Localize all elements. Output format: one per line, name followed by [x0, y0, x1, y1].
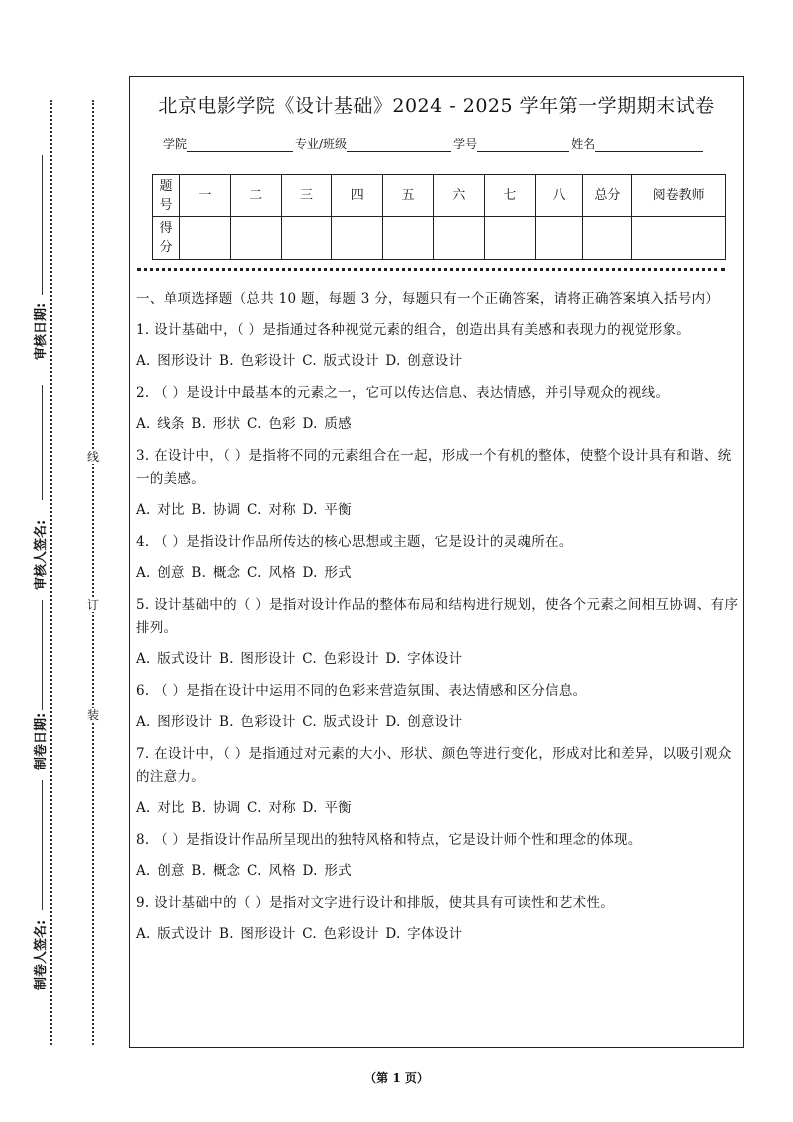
score-header-cell: 阅卷教师 [632, 175, 726, 217]
college-label: 学院 [163, 137, 188, 151]
score-header-cell: 二 [230, 175, 281, 217]
score-cell[interactable] [434, 217, 485, 260]
score-header-cell: 八 [535, 175, 583, 217]
question-options: A. 图形设计 B. 色彩设计 C. 版式设计 D. 创意设计 [136, 714, 463, 730]
score-cell[interactable] [484, 217, 535, 260]
score-header-cell: 四 [332, 175, 383, 217]
score-header-row [153, 175, 726, 217]
score-cell[interactable] [383, 217, 434, 260]
major-field[interactable] [347, 139, 451, 152]
major-label: 专业/班级 [295, 137, 348, 151]
question-stem: 5. 设计基础中的（ ）是指对设计作品的整体布局和结构进行规划，使各个元素之间相互协调、有序排列。 [136, 597, 739, 636]
score-cell[interactable] [230, 217, 281, 260]
review-date-blank [42, 155, 43, 295]
score-header-cell: 题号 [153, 175, 180, 217]
inner-dotted-border [92, 100, 104, 1045]
name-label: 姓名 [571, 137, 596, 151]
score-header-cell: 七 [484, 175, 535, 217]
student-id-field[interactable] [477, 139, 569, 152]
page-number: （第 1 页） [364, 1071, 429, 1085]
score-table [152, 174, 726, 260]
score-value-row [153, 217, 726, 260]
name-field[interactable] [595, 139, 703, 152]
college-field[interactable] [187, 139, 293, 152]
maker-sign-label: 制卷人签名: [34, 919, 49, 990]
question-stem: 2. （ ）是设计中最基本的元素之一，它可以传达信息、表达情感，并引导观众的视线。 [136, 385, 670, 401]
score-header-cell: 总分 [583, 175, 632, 217]
student-info-row [163, 135, 705, 152]
binding-staple-char: 订 [86, 598, 99, 612]
question-options: A. 版式设计 B. 图形设计 C. 色彩设计 D. 字体设计 [136, 926, 463, 942]
binding-fold-char: 装 [86, 708, 99, 722]
question-options: A. 线条 B. 形状 C. 色彩 D. 质感 [136, 416, 352, 432]
maker-sign-blank [42, 780, 43, 910]
outer-dotted-border [50, 100, 62, 1045]
question-section [136, 288, 740, 955]
score-cell[interactable] [281, 217, 332, 260]
section-title: 一、单项选择题（总共 10 题，每题 3 分，每题只有一个正确答案，请将正确答案填入括号内） [136, 291, 720, 307]
score-cell[interactable] [535, 217, 583, 260]
question-stem: 9. 设计基础中的（ ）是指对文字进行设计和排版，使其具有可读性和艺术性。 [136, 895, 615, 911]
question-options: A. 版式设计 B. 图形设计 C. 色彩设计 D. 字体设计 [136, 651, 463, 667]
student-id-label: 学号 [453, 137, 478, 151]
question-options: A. 对比 B. 协调 C. 对称 D. 平衡 [136, 800, 352, 816]
question-stem: 6. （ ）是指在设计中运用不同的色彩来营造氛围、表达情感和区分信息。 [136, 683, 587, 699]
score-cell[interactable] [632, 217, 726, 260]
question-options: A. 创意 B. 概念 C. 风格 D. 形式 [136, 863, 352, 879]
question-stem: 7. 在设计中，（ ）是指通过对元素的大小、形状、颜色等进行变化，形成对比和差异，以吸引观众的注意力。 [136, 746, 732, 785]
binding-line-char: 线 [86, 450, 99, 464]
score-header-cell: 六 [434, 175, 485, 217]
dotted-separator [137, 268, 725, 271]
question-stem: 4. （ ）是指设计作品所传达的核心思想或主题，它是设计的灵魂所在。 [136, 534, 573, 550]
score-cell[interactable] [179, 217, 230, 260]
reviewer-sign-blank [42, 385, 43, 500]
score-row-label: 得分 [153, 217, 180, 260]
reviewer-sign-label: 审核人签名: [34, 519, 49, 590]
score-cell[interactable] [332, 217, 383, 260]
make-date-label: 制卷日期: [34, 712, 49, 770]
score-header-cell: 三 [281, 175, 332, 217]
make-date-blank [42, 600, 43, 710]
exam-title: 北京电影学院《设计基础》2024 - 2025 学年第一学期期末试卷 [158, 95, 715, 117]
question-options: A. 对比 B. 协调 C. 对称 D. 平衡 [136, 502, 352, 518]
question-options: A. 图形设计 B. 色彩设计 C. 版式设计 D. 创意设计 [136, 353, 463, 369]
question-stem: 3. 在设计中，（ ）是指将不同的元素组合在一起，形成一个有机的整体，使整个设计具有和谐、统一的美感。 [136, 448, 732, 487]
exam-paper [129, 76, 744, 1048]
score-header-cell: 一 [179, 175, 230, 217]
question-stem: 1. 设计基础中，（ ）是指通过各种视觉元素的组合，创造出具有美感和表现力的视觉形象。 [136, 322, 691, 338]
review-date-label: 审核日期: [34, 302, 49, 360]
question-options: A. 创意 B. 概念 C. 风格 D. 形式 [136, 565, 352, 581]
score-header-cell: 五 [383, 175, 434, 217]
score-cell[interactable] [583, 217, 632, 260]
question-stem: 8. （ ）是指设计作品所呈现出的独特风格和特点，它是设计师个性和理念的体现。 [136, 832, 642, 848]
